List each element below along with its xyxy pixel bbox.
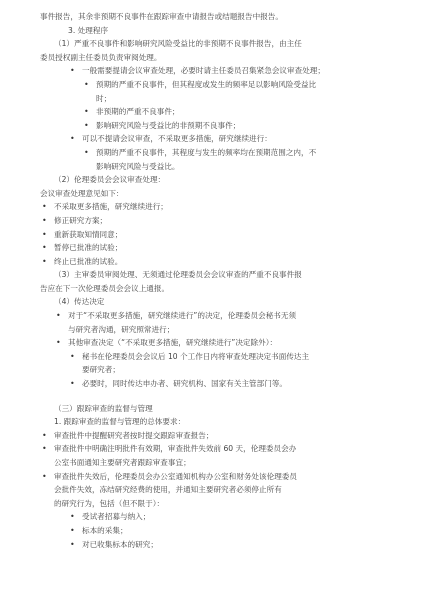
list-item [40, 470, 386, 484]
bullet-icon: • [70, 66, 75, 76]
bullet-icon: • [70, 379, 75, 389]
list-item [40, 214, 386, 228]
bullet-icon: • [42, 202, 47, 212]
bullet-icon: • [42, 471, 47, 481]
list-item [40, 255, 386, 269]
list-item-text: 终止已批准的试验。 [54, 256, 123, 266]
bullet-icon: • [70, 351, 75, 361]
list-item-text: 审查批件中提醒研究者按时提交跟踪审查报告； [54, 430, 214, 440]
section-heading: 3. 处理程序 [68, 25, 109, 35]
list-item-text: 审查批件中明确注明批件有效期，审查批件失效前 60 天，伦理委员会办 [54, 444, 297, 454]
list-item [40, 132, 386, 146]
bullet-icon: • [70, 525, 75, 535]
list-item-continuation: 公室书面通知主要研究者跟踪审查事宜； [54, 458, 191, 467]
list-item-text: 受试者招募与纳入； [82, 512, 151, 522]
paragraph-text: （2）伦理委员会会议审查处理： [54, 175, 166, 185]
list-item-text: 修正研究方案； [54, 215, 108, 225]
bullet-icon: • [70, 134, 75, 144]
list-item-text: 影响研究风险与受益比的非预期不良事件； [96, 120, 241, 130]
list-item [40, 105, 386, 119]
paragraph-text: （1）严重不良事件和影响研究风险受益比的非预期不良事件报告，由主任 [54, 39, 302, 49]
list-item [40, 200, 386, 214]
list-item-text: 暂停已批准的试验； [54, 243, 123, 253]
bullet-icon: • [42, 243, 47, 253]
list-item [40, 336, 386, 350]
list-item-text: 必要时，同时传达申办者、研究机构、国家有关主管部门等。 [82, 379, 288, 389]
list-item [40, 510, 386, 524]
paragraph-text: 事件报告，其余非预期不良事件在跟踪审查中请报告或结题报告中报告。 [40, 12, 283, 21]
list-item-continuation: 时； [96, 93, 112, 103]
bullet-icon: • [56, 311, 61, 321]
list-item-text: 可以不提请会议审查，不采取更多措施，研究继续进行： [82, 134, 272, 144]
paragraph-text: （3）主审委员审阅处理、无须通过伦理委员会会议审查的严重不良事件报 [54, 270, 302, 280]
subsection-heading: 1. 跟踪审查的监督与管理的总体要求： [54, 417, 186, 427]
list-item [40, 538, 386, 552]
list-item [40, 119, 386, 133]
bullet-icon: • [70, 539, 75, 549]
list-item [40, 309, 386, 323]
list-item [40, 228, 386, 242]
bullet-icon: • [42, 444, 47, 454]
list-item [40, 429, 386, 443]
list-item-text: 标本的采集； [82, 525, 128, 535]
bullet-icon: • [70, 512, 75, 522]
list-item-text: 对已收集标本的研究； [82, 539, 158, 549]
list-item-text: 预期的严重不良事件，其程度与发生的频率均在预期范围之内，不 [96, 147, 317, 157]
bullet-icon: • [84, 120, 89, 130]
list-item-text: 秘书在伦理委员会会议后 10 个工作日内将审查处理决定书面传达主 [82, 351, 310, 361]
list-item [40, 146, 386, 160]
list-item [40, 241, 386, 255]
list-item [40, 377, 386, 391]
list-item-text: 一般需要提请会议审查处理，必要时请主任委员召集紧急会议审查处理； [82, 66, 325, 76]
bullet-icon: • [84, 107, 89, 117]
list-item [40, 350, 386, 364]
bullet-icon: • [84, 147, 89, 157]
list-item-text: 重新获取知情同意； [54, 229, 123, 239]
list-item-continuation: 的研究行为，包括（但不限于）： [54, 498, 165, 508]
list-item-text: 审查批件失效后，伦理委员会办公室通知机构办公室和财务处该伦理委员 [54, 471, 297, 481]
bullet-icon: • [42, 430, 47, 440]
list-item-text: 不采取更多措施，研究继续进行； [54, 202, 168, 212]
list-item-text: 其他审查决定（“不采取更多措施，研究继续进行”决定除外）： [68, 338, 278, 348]
list-item-text: 预期的严重不良事件，但其程度或发生的频率足以影响风险受益比 [96, 79, 317, 89]
list-item-continuation: 影响研究风险与受益比。 [96, 161, 180, 171]
section-heading: （三）跟踪审查的监督与管理 [54, 403, 153, 413]
list-item [40, 524, 386, 538]
bullet-icon: • [42, 256, 47, 266]
bullet-icon: • [56, 338, 61, 348]
list-item-continuation: 会批件失效，冻结研究经费的使用，并通知主要研究者必须停止所有 [54, 485, 282, 495]
list-item [40, 442, 386, 456]
list-item-text: 非预期的严重不良事件； [96, 107, 180, 117]
bullet-icon: • [42, 229, 47, 239]
bullet-icon: • [84, 79, 89, 89]
list-item-continuation: 与研究者沟通，研究照常进行； [68, 324, 175, 334]
paragraph-text: （4）传达决定 [54, 297, 105, 307]
list-item [40, 64, 386, 78]
paragraph-text: 会议审查处理意见如下： [40, 188, 124, 198]
list-item [40, 78, 386, 92]
list-item-continuation: 要研究者； [82, 365, 120, 375]
paragraph-text: 委员授权副主任委员负责审阅处理。 [40, 52, 162, 62]
section-spacer [40, 391, 386, 402]
bullet-icon: • [42, 215, 47, 225]
list-item-text: 对于“不采取更多措施，研究继续进行”的决定，伦理委员会秘书无须 [68, 311, 297, 321]
paragraph-text: 告应在下一次伦理委员会会议上通报。 [40, 283, 170, 293]
